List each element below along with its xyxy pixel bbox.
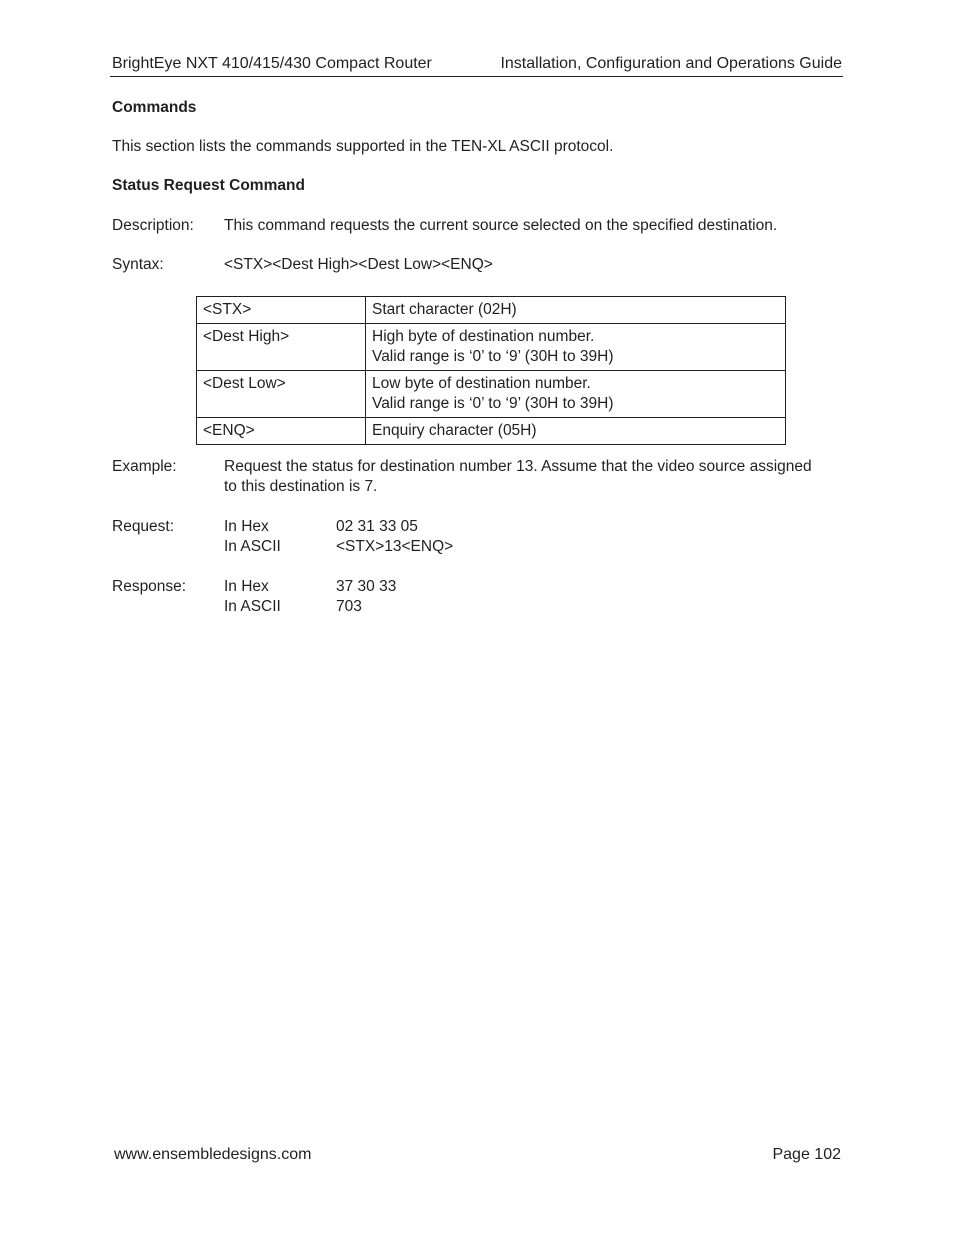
table-cell-desc-line2: Valid range is ‘0’ to ‘9’ (30H to 39H) [372, 395, 614, 412]
table-row [197, 418, 786, 445]
syntax-text: <STX><Dest High><Dest Low><ENQ> [224, 256, 493, 273]
header-guide-title: Installation, Configuration and Operations Guide [500, 55, 842, 72]
description-label: Description: [112, 217, 194, 234]
table-cell-desc-line2: Valid range is ‘0’ to ‘9’ (30H to 39H) [372, 348, 614, 365]
syntax-parameter-table [196, 296, 786, 445]
table-row [197, 371, 786, 418]
table-cell-desc-line1: High byte of destination number. [372, 328, 595, 345]
footer-website: www.ensembledesigns.com [114, 1146, 312, 1163]
example-text-line2: to this destination is 7. [224, 478, 378, 495]
syntax-label: Syntax: [112, 256, 164, 273]
request-label: Request: [112, 518, 175, 535]
table-cell-description [366, 418, 786, 445]
table-cell-desc-line1: Low byte of destination number. [372, 375, 591, 392]
response-hex-label: In Hex [224, 578, 269, 595]
table-cell-desc-line1: Enquiry character (05H) [372, 422, 537, 439]
response-ascii-value: 703 [336, 598, 362, 615]
page-header [110, 52, 843, 77]
example-label: Example: [112, 458, 177, 475]
header-product-title: BrightEye NXT 410/415/430 Compact Router [112, 55, 432, 72]
section-intro: This section lists the commands supported in the TEN-XL ASCII protocol. [112, 138, 614, 155]
table-cell-field: <STX> [197, 297, 366, 324]
request-hex-value: 02 31 33 05 [336, 518, 418, 535]
subsection-title: Status Request Command [112, 177, 305, 194]
table-cell-desc-line1: Start character (02H) [372, 301, 517, 318]
request-hex-label: In Hex [224, 518, 269, 535]
table-cell-description [366, 324, 786, 371]
response-label: Response: [112, 578, 187, 595]
table-cell-field: <Dest High> [197, 324, 366, 371]
table-row [197, 297, 786, 324]
table-cell-description [366, 297, 786, 324]
request-ascii-value: <STX>13<ENQ> [336, 538, 454, 555]
response-ascii-label: In ASCII [224, 598, 281, 615]
example-text-line1: Request the status for destination number 13. Assume that the video source assigned [224, 458, 812, 475]
table-row [197, 324, 786, 371]
response-hex-value: 37 30 33 [336, 578, 397, 595]
footer-page-number: Page 102 [772, 1146, 841, 1163]
description-text: This command requests the current source selected on the specified destination. [224, 217, 778, 234]
request-ascii-label: In ASCII [224, 538, 281, 555]
table-cell-description [366, 371, 786, 418]
table-cell-field: <ENQ> [197, 418, 366, 445]
table-cell-field: <Dest Low> [197, 371, 366, 418]
section-title: Commands [112, 99, 197, 116]
